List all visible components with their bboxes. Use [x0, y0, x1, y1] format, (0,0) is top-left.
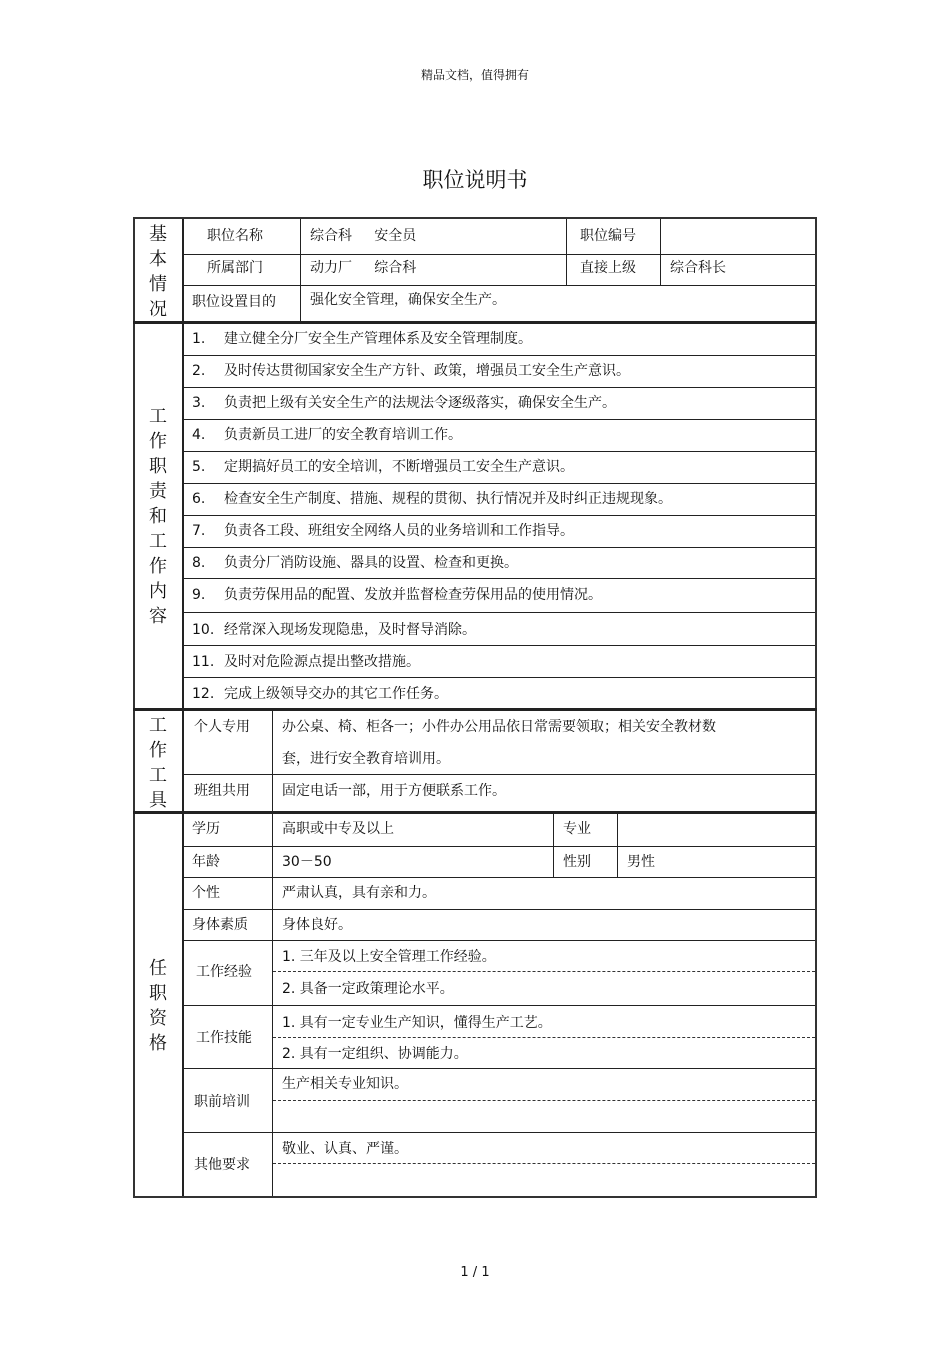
shared-tools-value: 固定电话一部，用于方便联系工作。	[282, 783, 506, 799]
education-label: 学历	[192, 821, 220, 837]
duty-number: 7.	[192, 523, 206, 539]
skills-label: 工作技能	[196, 1030, 252, 1046]
duty-item: 完成上级领导交办的其它工作任务。	[224, 686, 448, 702]
department-label: 所属部门	[207, 260, 263, 276]
personal-tools-value-cont: 套，进行安全教育培训用。	[282, 751, 450, 767]
duty-number: 12.	[192, 686, 215, 702]
supervisor-label: 直接上级	[580, 260, 636, 276]
shared-tools-label: 班组共用	[194, 783, 250, 799]
skills-item: 2. 具有一定组织、协调能力。	[282, 1046, 468, 1062]
skills-item: 1. 具有一定专业生产知识，懂得生产工艺。	[282, 1015, 552, 1031]
health-value: 身体良好。	[282, 917, 352, 933]
other-requirements-value: 敬业、认真、严谨。	[282, 1141, 408, 1157]
duty-item: 负责分厂消防设施、器具的设置、检查和更换。	[224, 555, 518, 571]
duty-item: 负责新员工进厂的安全教育培训工作。	[224, 427, 462, 443]
duty-item: 负责各工段、班组安全网络人员的业务培训和工作指导。	[224, 523, 574, 539]
education-value: 高职或中专及以上	[282, 821, 394, 837]
header-note: 精品文档，值得拥有	[420, 68, 529, 82]
section-label-tools: 工作工具	[149, 715, 167, 811]
duty-number: 4.	[192, 427, 206, 443]
training-value: 生产相关专业知识。	[282, 1076, 408, 1092]
duty-number: 9.	[192, 587, 206, 603]
experience-item: 1. 三年及以上安全管理工作经验。	[282, 949, 496, 965]
purpose-label: 职位设置目的	[192, 294, 276, 310]
column-divider	[182, 219, 184, 1196]
page-title: 职位说明书	[422, 168, 528, 192]
gender-label: 性别	[563, 854, 591, 870]
duty-number: 11.	[192, 654, 215, 670]
duty-item: 负责把上级有关安全生产的法规法令逐级落实，确保安全生产。	[224, 395, 616, 411]
personality-value: 严肃认真，具有亲和力。	[282, 885, 436, 901]
supervisor-value: 综合科长	[670, 260, 726, 276]
experience-label: 工作经验	[196, 964, 252, 980]
duty-number: 8.	[192, 555, 206, 571]
duty-item: 检查安全生产制度、措施、规程的贯彻、执行情况并及时纠正违规现象。	[224, 491, 672, 507]
major-label: 专业	[563, 821, 591, 837]
duty-number: 3.	[192, 395, 206, 411]
experience-item: 2. 具备一定政策理论水平。	[282, 981, 454, 997]
personal-tools-value: 办公桌、椅、柜各一；小件办公用品依日常需要领取；相关安全教材数	[282, 719, 716, 735]
duty-number: 2.	[192, 363, 206, 379]
page-number: 1 / 1	[460, 1265, 490, 1280]
section-divider	[133, 811, 817, 814]
section-label-duties: 工作职责和工作内容	[149, 406, 167, 627]
age-label: 年龄	[192, 854, 220, 870]
section-divider	[133, 321, 817, 324]
duty-number: 6.	[192, 491, 206, 507]
section-label-basic-info: 基本情况	[149, 224, 167, 320]
other-requirements-label: 其他要求	[194, 1157, 250, 1173]
position-code-label: 职位编号	[580, 228, 636, 244]
duty-item: 建立健全分厂安全生产管理体系及安全管理制度。	[224, 331, 532, 347]
duty-item: 定期搞好员工的安全培训，不断增强员工安全生产意识。	[224, 459, 574, 475]
personal-tools-label: 个人专用	[194, 719, 250, 735]
duty-number: 10.	[192, 622, 215, 638]
duty-number: 5.	[192, 459, 206, 475]
duty-item: 负责劳保用品的配置、发放并监督检查劳保用品的使用情况。	[224, 587, 602, 603]
duty-number: 1.	[192, 331, 206, 347]
purpose-value: 强化安全管理，确保安全生产。	[310, 292, 506, 308]
training-label: 职前培训	[194, 1094, 250, 1110]
duty-item: 经常深入现场发现隐患，及时督导消除。	[224, 622, 476, 638]
personality-label: 个性	[192, 885, 220, 901]
duty-item: 及时传达贯彻国家安全生产方针、政策，增强员工安全生产意识。	[224, 363, 630, 379]
section-divider	[133, 708, 817, 711]
duty-item: 及时对危险源点提出整改措施。	[224, 654, 420, 670]
age-value: 30－50	[282, 854, 332, 870]
gender-value: 男性	[627, 854, 655, 870]
health-label: 身体素质	[192, 917, 248, 933]
department-value: 动力厂 综合科	[310, 260, 417, 276]
position-name-value: 综合科 安全员	[310, 228, 417, 244]
position-name-label: 职位名称	[207, 228, 263, 244]
section-label-qualifications: 任职资格	[149, 958, 167, 1054]
